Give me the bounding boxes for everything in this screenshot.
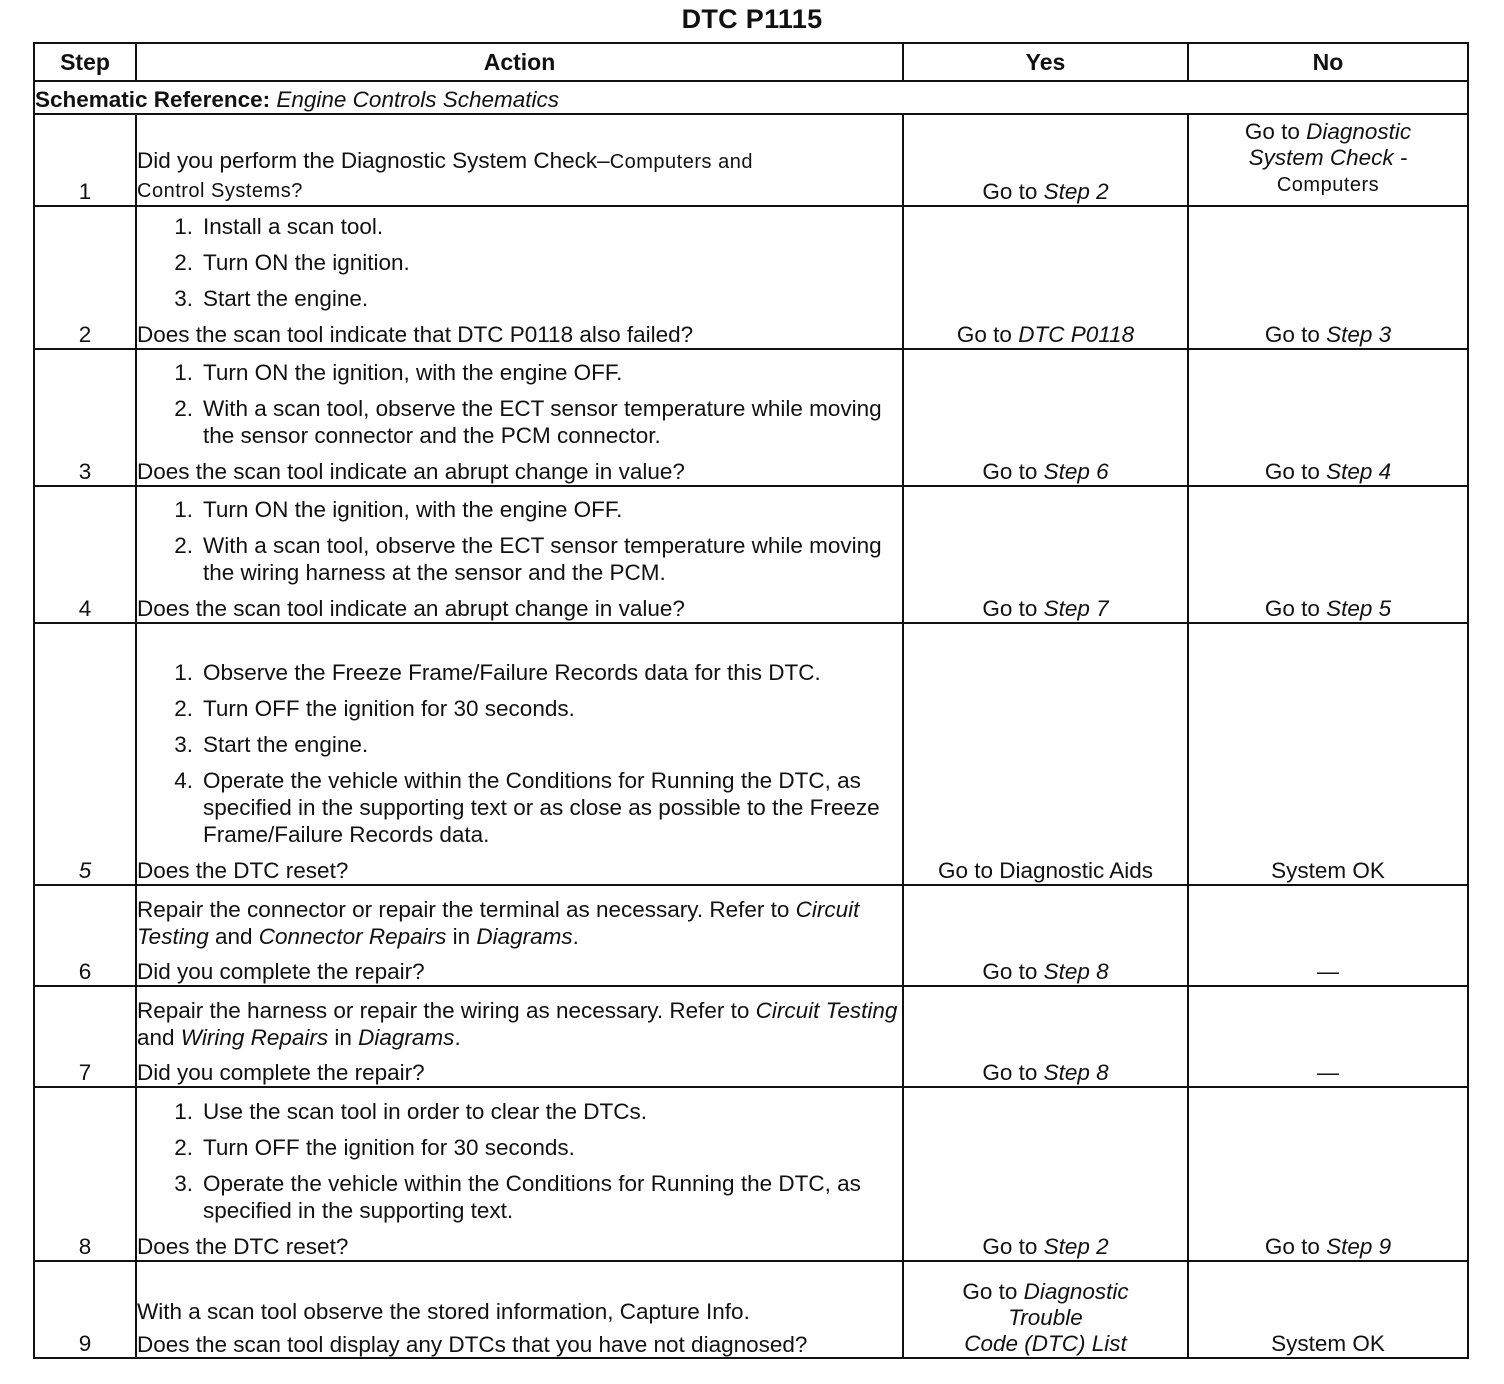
action-cell [136, 986, 903, 1087]
no-link[interactable]: Step 5 [1326, 596, 1392, 621]
list-item: 1. Install a scan tool. [174, 214, 384, 239]
reference-link[interactable]: Diagrams [476, 924, 573, 949]
reference-link[interactable]: Circuit Testing [137, 897, 860, 949]
action-cell [136, 349, 903, 486]
action-question: Does the scan tool indicate an abrupt change in value? [137, 596, 685, 621]
action-cell [136, 1261, 903, 1358]
action-question: Does the DTC reset? [137, 858, 349, 883]
action-text: Computers and [609, 151, 753, 173]
action-cell [136, 623, 903, 885]
no-suffix: Computers [1276, 174, 1380, 196]
yes-link[interactable]: Step 7 [1043, 596, 1109, 621]
list-item: 1. Use the scan tool in order to clear the DTCs. [174, 1099, 647, 1124]
no-cell [1188, 986, 1468, 1087]
step-number: 3 [34, 349, 136, 486]
yes-cell [903, 206, 1188, 349]
table-row [34, 1261, 1468, 1358]
table-row [34, 114, 1468, 206]
list-item: 2. With a scan tool, observe the ECT sensor temperature while moving the wiring harness at the sensor and the PCM. [174, 533, 882, 585]
table-row [34, 1087, 1468, 1261]
action-text: Did you perform the Diagnostic System Check– [137, 148, 610, 173]
action-question: Did you complete the repair? [137, 1060, 425, 1085]
table-row [34, 623, 1468, 885]
action-cell [136, 885, 903, 986]
no-prefix: Go to [1264, 459, 1327, 484]
list-item: 2. Turn OFF the ignition for 30 seconds. [174, 696, 575, 721]
yes-prefix: Go to [982, 1234, 1044, 1259]
yes-cell [903, 486, 1188, 623]
table-row [34, 206, 1468, 349]
no-cell [1188, 885, 1468, 986]
action-steps-list [137, 496, 902, 586]
step-number: 5 [34, 623, 136, 885]
action-question: Does the DTC reset? [137, 1234, 349, 1259]
action-paragraph: With a scan tool observe the stored information, Capture Info. [137, 1299, 750, 1324]
header-step: Step [34, 43, 136, 81]
action-cell [136, 114, 903, 206]
schematic-reference [34, 81, 1468, 114]
no-prefix: Go to [1264, 1234, 1327, 1259]
yes-cell [903, 623, 1188, 885]
list-item: 2. Turn ON the ignition. [174, 250, 410, 275]
action-steps-list [137, 213, 902, 312]
page-title: DTC P1115 [681, 4, 823, 34]
header-no: No [1188, 43, 1468, 81]
yes-cell [903, 114, 1188, 206]
no-result-dash: — [1317, 1060, 1339, 1085]
no-result: System OK [1271, 858, 1385, 883]
yes-link[interactable]: Step 8 [1043, 1060, 1109, 1085]
no-cell [1188, 486, 1468, 623]
action-question [137, 147, 902, 205]
table-row [34, 885, 1468, 986]
no-result-dash: — [1317, 959, 1339, 984]
list-item: 1. Turn ON the ignition, with the engine OFF. [174, 360, 623, 385]
action-paragraph: Repair the connector or repair the terminal as necessary. Refer to Circuit Testing and Connector Repairs in Diagrams. [137, 897, 860, 949]
list-item: 3. Operate the vehicle within the Conditions for Running the DTC, as specified in the supporting text. [174, 1171, 861, 1223]
action-steps-list [137, 1098, 902, 1224]
yes-link[interactable]: Step 6 [1043, 459, 1109, 484]
yes-prefix: Go to [956, 322, 1019, 347]
no-link[interactable]: Step 3 [1326, 322, 1392, 347]
yes-link[interactable]: Diagnostic [1023, 1279, 1129, 1304]
action-question: Does the scan tool indicate an abrupt change in value? [137, 459, 685, 484]
action-question: Did you complete the repair? [137, 959, 425, 984]
no-cell [1188, 114, 1468, 206]
no-cell [1188, 349, 1468, 486]
action-cell [136, 1087, 903, 1261]
reference-link[interactable]: Connector Repairs [258, 924, 447, 949]
action-steps-list [137, 659, 902, 848]
yes-link[interactable]: Go to Diagnostic Aids [937, 858, 1154, 883]
no-link[interactable]: Step 9 [1326, 1234, 1392, 1259]
step-number: 7 [34, 986, 136, 1087]
yes-prefix: Go to [982, 459, 1044, 484]
step-number: 8 [34, 1087, 136, 1261]
no-prefix: Go to [1264, 322, 1327, 347]
yes-link[interactable]: Trouble [1008, 1305, 1083, 1330]
yes-cell [903, 1261, 1188, 1358]
yes-link[interactable]: Code (DTC) List [964, 1331, 1127, 1356]
yes-prefix: Go to [982, 179, 1044, 204]
yes-prefix: Go to [982, 596, 1044, 621]
action-question: Does the scan tool display any DTCs that you have not diagnosed? [137, 1332, 808, 1357]
step-number: 6 [34, 885, 136, 986]
list-item: 3. Start the engine. [174, 286, 369, 311]
step-number: 9 [34, 1261, 136, 1358]
action-steps-list [137, 359, 902, 449]
no-link[interactable]: Step 4 [1326, 459, 1392, 484]
schematic-reference-label: Schematic Reference: [35, 87, 271, 112]
step-number: 2 [34, 206, 136, 349]
step-number: 1 [34, 114, 136, 206]
yes-cell [903, 349, 1188, 486]
yes-link[interactable]: Step 2 [1043, 1234, 1109, 1259]
list-item: 2. With a scan tool, observe the ECT sensor temperature while moving the sensor connector and the PCM connector. [174, 396, 882, 448]
no-link[interactable]: Diagnostic [1306, 119, 1412, 144]
no-prefix: Go to [1264, 596, 1327, 621]
no-cell [1188, 206, 1468, 349]
header-row [34, 43, 1468, 81]
diagnostic-table [33, 42, 1469, 1359]
list-item: 1. Observe the Freeze Frame/Failure Records data for this DTC. [174, 660, 821, 685]
action-question: Does the scan tool indicate that DTC P0118 also failed? [137, 322, 694, 347]
no-cell [1188, 623, 1468, 885]
yes-link[interactable]: DTC P0118 [1018, 322, 1135, 347]
schematic-reference-value: Engine Controls Schematics [276, 87, 560, 112]
step-number: 4 [34, 486, 136, 623]
action-cell [136, 206, 903, 349]
list-item: 2. Turn OFF the ignition for 30 seconds. [174, 1135, 575, 1160]
list-item: 1. Turn ON the ignition, with the engine OFF. [174, 497, 623, 522]
yes-link[interactable]: Step 8 [1043, 959, 1109, 984]
no-cell [1188, 1087, 1468, 1261]
yes-cell [903, 986, 1188, 1087]
schematic-reference-row [34, 81, 1468, 114]
reference-link[interactable]: Diagrams [358, 1025, 455, 1050]
action-paragraph: Repair the harness or repair the wiring as necessary. Refer to Circuit Testing and Wiring Repairs in Diagrams. [137, 998, 898, 1050]
yes-prefix: Go to [962, 1279, 1024, 1304]
table-row [34, 349, 1468, 486]
table-row [34, 486, 1468, 623]
yes-prefix: Go to [982, 1060, 1044, 1085]
yes-link[interactable]: Step 2 [1043, 179, 1109, 204]
list-item: 4. Operate the vehicle within the Conditions for Running the DTC, as specified in the supporting text or as close as possible to the Freeze Frame/Failure Records data. [174, 768, 880, 847]
table-row [34, 986, 1468, 1087]
header-yes: Yes [903, 43, 1188, 81]
action-text: Control Systems? [137, 180, 303, 202]
no-prefix: Go to [1244, 119, 1307, 144]
reference-link[interactable]: Wiring Repairs [180, 1025, 329, 1050]
header-action: Action [136, 43, 903, 81]
yes-cell [903, 1087, 1188, 1261]
no-cell [1188, 1261, 1468, 1358]
no-link[interactable]: System Check - [1248, 145, 1408, 170]
action-cell [136, 486, 903, 623]
reference-link[interactable]: Circuit Testing [755, 998, 898, 1023]
list-item: 3. Start the engine. [174, 732, 369, 757]
yes-cell [903, 885, 1188, 986]
no-result: System OK [1271, 1331, 1385, 1356]
yes-prefix: Go to [982, 959, 1044, 984]
